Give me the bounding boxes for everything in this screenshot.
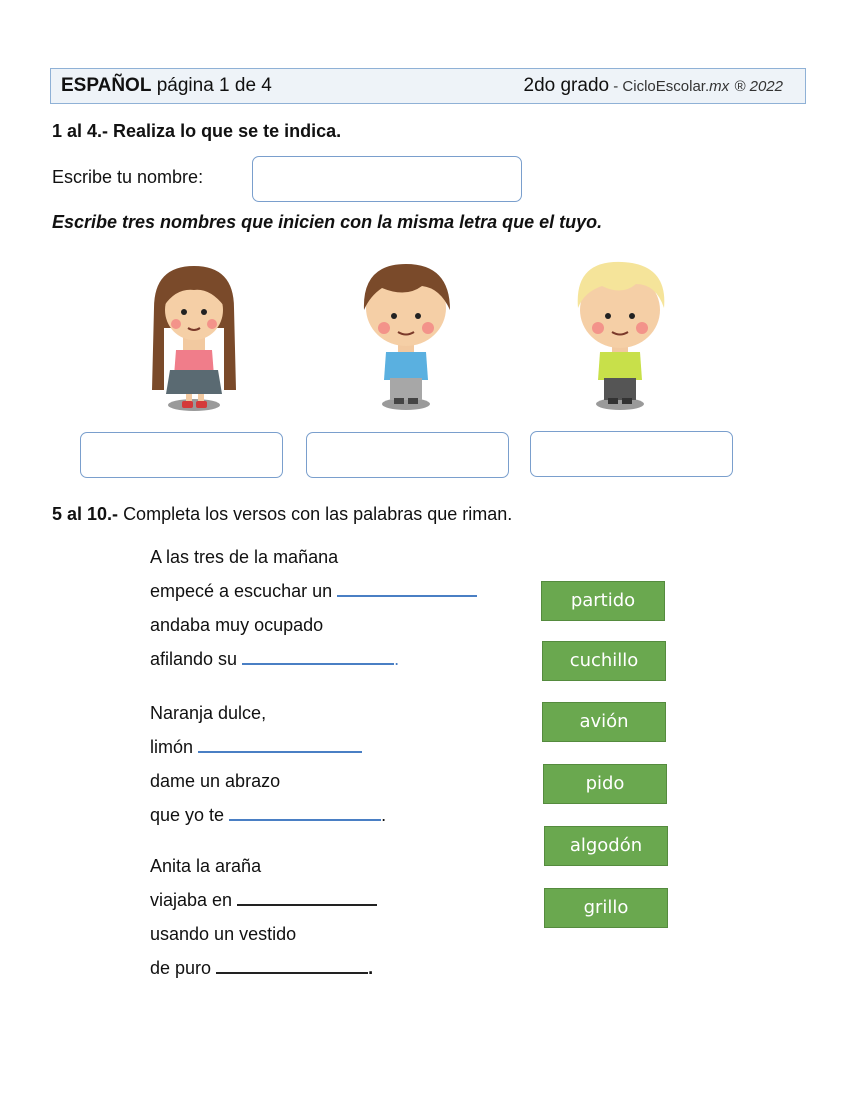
verse-3	[150, 849, 377, 985]
name-answer-box-1[interactable]	[80, 432, 283, 478]
verse-line: andaba muy ocupado	[150, 615, 324, 635]
rhyme-blank[interactable]	[229, 803, 381, 821]
boy-blond-hair-illustration	[566, 258, 676, 416]
verse-line-text: afilando su	[150, 649, 238, 669]
verse-line: A las tres de la mañana	[150, 547, 339, 567]
name-label: Escribe tu nombre:	[52, 167, 204, 187]
verse-2	[150, 696, 386, 832]
rhyme-blank[interactable]	[216, 956, 368, 974]
name-answer-box-3[interactable]	[530, 431, 733, 477]
copyright-year: ® 2022	[734, 78, 783, 95]
verse-1	[150, 540, 477, 676]
verse-line-text: de puro	[150, 958, 212, 978]
verse-punctuation: .	[381, 805, 387, 825]
name-input[interactable]	[252, 156, 522, 202]
header-grade	[524, 75, 784, 97]
verse-line	[150, 642, 477, 676]
name-answer-box-2[interactable]	[306, 432, 509, 478]
word-option-grillo[interactable]: grillo	[544, 888, 668, 928]
rhyme-blank[interactable]	[337, 579, 477, 597]
verse-line-text: que yo te	[150, 805, 225, 825]
verse-line-text: limón	[150, 737, 194, 757]
verse-line	[150, 574, 477, 608]
verse-punctuation: .	[394, 649, 400, 669]
site-name: CicloEscolar.	[622, 78, 710, 95]
rhyme-blank[interactable]	[242, 647, 394, 665]
word-option-algodon[interactable]: algodón	[544, 826, 668, 866]
rhyme-blank[interactable]	[198, 735, 362, 753]
page-header	[50, 68, 806, 104]
grade-label: 2do grado	[523, 75, 610, 96]
section2-instruction: Completa los versos con las palabras que riman.	[123, 504, 513, 524]
word-option-partido[interactable]: partido	[541, 581, 665, 621]
subject-title: ESPAÑOL	[61, 75, 152, 96]
section2-title	[52, 504, 512, 525]
site-extension: mx	[709, 78, 730, 95]
verse-line: dame un abrazo	[150, 771, 281, 791]
section2-number: 5 al 10.-	[52, 504, 119, 524]
word-option-pido[interactable]: pido	[543, 764, 667, 804]
verse-line	[150, 951, 377, 985]
rhyme-blank[interactable]	[237, 888, 377, 906]
page-indicator: página 1 de 4	[156, 75, 272, 96]
verse-line-text: empecé a escuchar un	[150, 581, 333, 601]
header-separator: -	[609, 78, 623, 95]
verse-line	[150, 798, 386, 832]
verse-line	[150, 883, 377, 917]
verse-line: Anita la araña	[150, 856, 262, 876]
boy-brown-hair-illustration	[352, 258, 462, 416]
verse-line-text: viajaba en	[150, 890, 233, 910]
word-option-avion[interactable]: avión	[542, 702, 666, 742]
verse-line: Naranja dulce,	[150, 703, 267, 723]
word-option-cuchillo[interactable]: cuchillo	[542, 641, 666, 681]
header-subject	[61, 75, 272, 97]
verse-punctuation: .	[368, 958, 374, 978]
verse-line: usando un vestido	[150, 924, 297, 944]
girl-illustration	[140, 258, 250, 416]
section1-title: 1 al 4.- Realiza lo que se te indica.	[52, 121, 342, 141]
verse-line	[150, 730, 386, 764]
names-instruction: Escribe tres nombres que inicien con la misma letra que el tuyo.	[52, 212, 603, 232]
